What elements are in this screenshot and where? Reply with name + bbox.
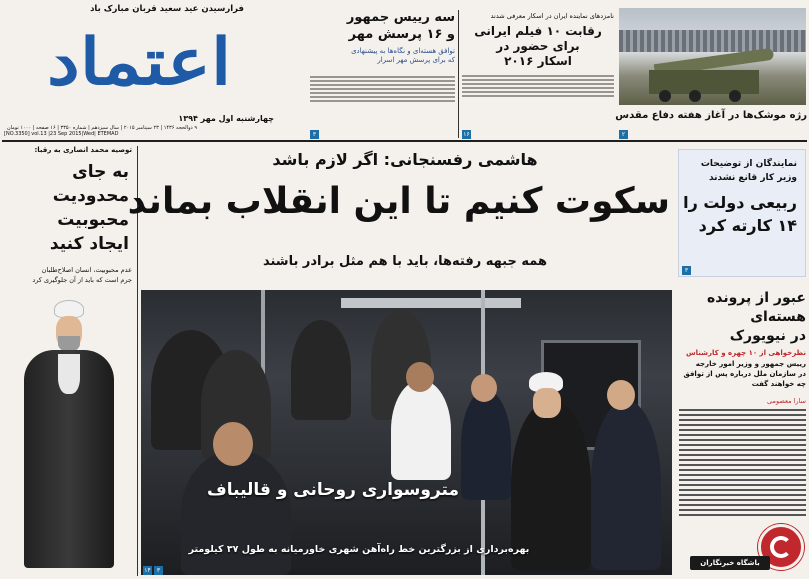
teaser-three-presidents-sub-2: که برای پرسش مهر اسرار — [377, 56, 455, 64]
main-story-headline[interactable]: سکوت کنیم تا این انقلاب بماند — [127, 181, 670, 222]
masthead-greeting: فرارسیدن عید سعید قربان مبارک باد — [90, 4, 244, 14]
wheel — [659, 90, 671, 102]
newspaper-logo-text: اعتماد — [46, 24, 232, 100]
new-york-headline-1: عبور از پرونده — [707, 290, 806, 306]
new-york-byline: سارا معصومی — [767, 397, 806, 405]
rabiei-headline-2: ۱۴ کارته کرد — [698, 216, 797, 235]
new-york-deck-3: چه خواهند گفت — [751, 380, 806, 388]
teaser-oscar[interactable] — [462, 12, 614, 138]
watermark-logo-swirl — [770, 536, 792, 558]
left-column-kicker: توصیه محمد انصاری به رقبا: — [34, 146, 132, 154]
ceiling-light — [341, 298, 521, 308]
missile-parade-caption: رژه موشک‌ها در آغاز هفته دفاع مقدس — [615, 110, 807, 121]
rabiei-headline-1: ربیعی دولت را — [683, 193, 797, 212]
teaser-three-presidents-title-2: و ۱۶ پرسش مهر — [348, 27, 455, 42]
teaser-oscar-kicker: نامزدهای نماینده ایران در اسکار معرفی شدند — [490, 12, 614, 20]
new-york-body — [679, 409, 806, 516]
photographer — [291, 320, 351, 420]
watermark-label: باشگاه خبرنگاران — [690, 556, 770, 570]
page-tag-sixteen: ۱۶ — [463, 131, 470, 138]
rabiei-kicker-2: وزیر کار قانع نشدند — [708, 173, 797, 183]
subway-caption-title: متروسواری روحانی و قالیباف — [207, 480, 459, 500]
divider — [458, 10, 459, 138]
watermark-badge — [688, 524, 804, 574]
new-york-headline-2: هسته‌ای — [750, 309, 806, 325]
collar — [58, 354, 80, 394]
crowd-stand — [619, 30, 806, 52]
man-white-shirt — [391, 380, 451, 480]
teaser-oscar-title-1: رقابت ۱۰ فیلم ایرانی — [474, 24, 602, 38]
wheel — [689, 90, 701, 102]
teaser-three-presidents-title-1: سه رییس جمهور — [346, 10, 455, 25]
head — [607, 380, 635, 410]
left-column-headline-2: محدودیت — [52, 186, 129, 206]
wheel — [729, 90, 741, 102]
teaser-oscar-body — [462, 75, 614, 97]
main-story-deck: همه جبهه رفته‌ها، باید با هم مثل برادر باشند — [262, 254, 547, 269]
left-column-headline-4: ایجاد کنید — [49, 234, 129, 254]
ansari-portrait — [18, 300, 118, 568]
page-tag-three-b: ۳ — [154, 566, 163, 575]
head — [213, 422, 253, 466]
masthead-issue: ۹ ذوالحجه ۱۴۳۶ | ۲۳ سپتامبر ۲۰۱۵ | سال سیزدهم | شماره ۳۳۵۰ | ۱۶ صفحه | ۱۰۰۰ تومان — [6, 125, 197, 131]
head — [406, 362, 434, 392]
new-york-deck-2: در سازمان ملل درباره پس از توافق — [683, 370, 806, 378]
rabiei-kicker-1: نمایندگان از توضیحات — [700, 159, 797, 169]
new-york-red-line: نظرخواهی از ۱۰ چهره و کارشناس — [686, 349, 806, 357]
newspaper-logo — [3, 14, 275, 110]
page-tag-fourteen: ۱۴ — [144, 567, 151, 574]
left-column-body-1: عدم محبوبیت، انسان اصلاح‌طلبان — [41, 266, 132, 274]
teaser-three-presidents-sub-1: توافق هسته‌ای و نگاه‌ها به پیشنهادی — [351, 47, 455, 55]
head — [471, 374, 497, 402]
new-york-deck-1: رییس جمهور و وزیر امور خارجه — [695, 360, 806, 368]
page-tag-rabiei: ۳ — [682, 266, 691, 275]
man-foreground — [181, 450, 291, 575]
page-tag-two: ۲ — [619, 130, 628, 139]
main-story-kicker: هاشمی رفسنجانی: اگر لازم باشد — [272, 150, 538, 169]
ghalibaf — [591, 400, 661, 570]
masthead-date: چهارشنبه اول مهر ۱۳۹۴ — [178, 114, 274, 123]
teaser-three-presidents[interactable] — [310, 10, 455, 138]
face — [533, 388, 561, 418]
left-column-headline-3: محبوبیت — [57, 210, 129, 230]
subway-photo — [141, 290, 672, 575]
masthead-issue-latin: [NO.3350] vol.13 |23 Sep 2015|Wed| ETEMAD — [4, 131, 119, 137]
teaser-oscar-title-2: برای حضور در — [496, 39, 580, 53]
missile-parade-photo — [619, 8, 806, 105]
left-column-headline-1: به جای — [72, 162, 129, 182]
page-tag-three: ۳ — [310, 130, 319, 139]
rabiei-box[interactable] — [678, 149, 806, 277]
masthead-bottom-rule — [2, 140, 807, 142]
teaser-oscar-title-3: اسکار ۲۰۱۶ — [504, 54, 572, 68]
left-column-body-2: جرم است که باید از آن جلوگیری کرد — [32, 276, 132, 284]
subway-caption-sub: بهره‌برداری از بزرگترین خط راه‌آهن شهری خاورمیانه به طول ۳۷ کیلومتر — [188, 544, 530, 555]
teaser-three-presidents-body — [310, 76, 455, 102]
new-york-headline-3: در نیویورک — [729, 328, 806, 344]
